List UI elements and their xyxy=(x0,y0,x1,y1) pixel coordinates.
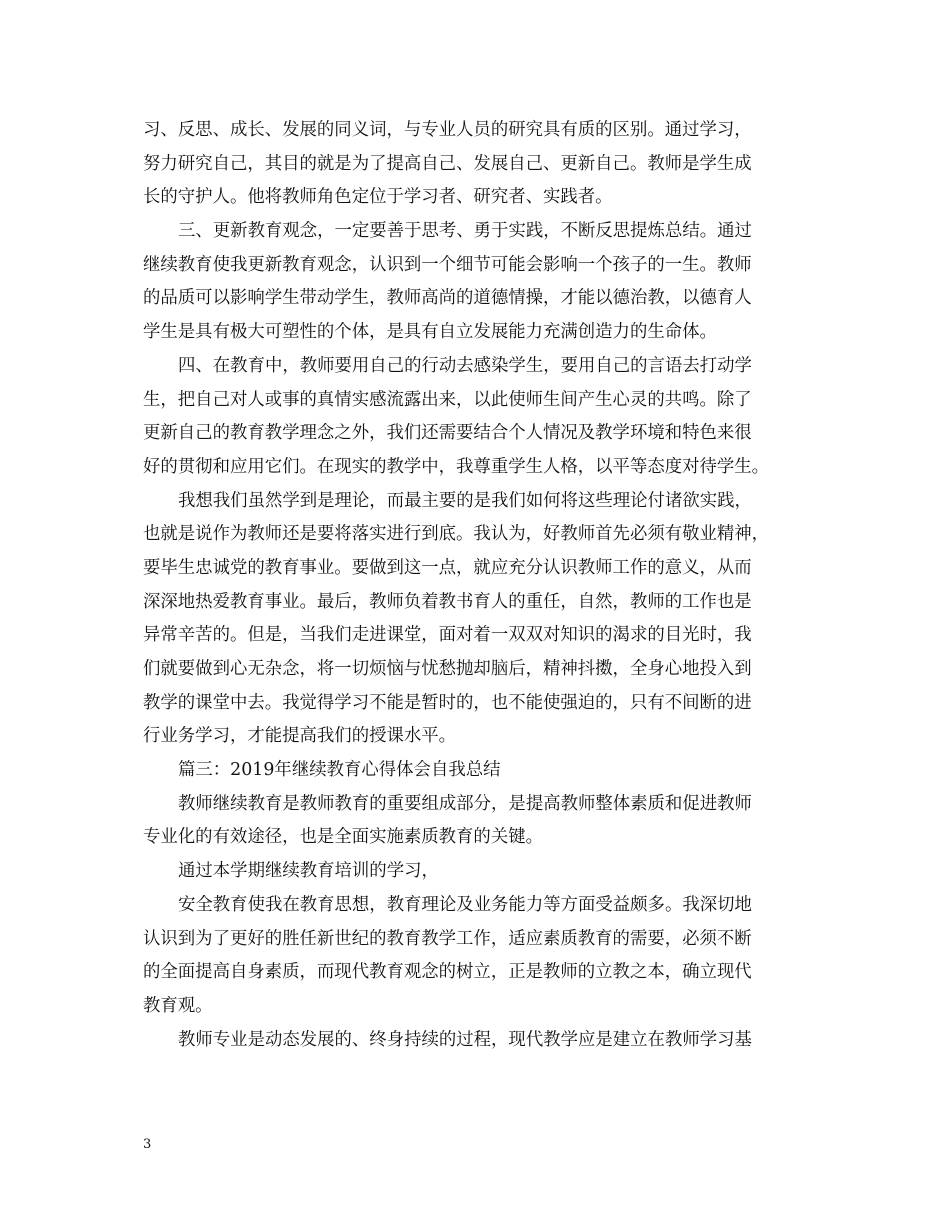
text-line: 们就要做到心无杂念，将一切烦恼与忧愁抛却脑后，精神抖擞，全身心地投入到 xyxy=(143,659,752,679)
text-line: 三、更新教育观念，一定要善于思考、勇于实践，不断反思提炼总结。通过 xyxy=(178,221,752,242)
text-line: 要毕生忠诚党的教育事业。要做到这一点，就应充分认识教师工作的意义，从而 xyxy=(143,557,752,578)
text-line: 教育观。 xyxy=(143,995,213,1016)
text-line: 学生是具有极大可塑性的个体，是具有自立发展能力充满创造力的生命体。 xyxy=(143,322,717,343)
text-line: 深深地热爱教育事业。最后，教师负着教书育人的重任，自然，教师的工作也是 xyxy=(143,591,752,612)
page-number: 3 xyxy=(143,1137,152,1152)
text-line: 四、在教育中，教师要用自己的行动去感染学生，要用自己的言语去打动学 xyxy=(178,355,752,376)
text-line: 教学的课堂中去。我觉得学习不能是暂时的，也不能使强迫的，只有不间断的进 xyxy=(143,692,752,713)
text-line: 通过本学期继续教育培训的学习， xyxy=(178,861,439,882)
text-line: 生，把自己对人或事的真情实感流露出来，以此使师生间产生心灵的共鸣。除了 xyxy=(143,389,752,410)
text-line: 好的贯彻和应用它们。在现实的教学中，我尊重学生人格，以平等态度对待学生。 xyxy=(143,456,770,477)
text-line: 的全面提高自身素质，而现代教育观念的树立，正是教师的立教之本，确立现代 xyxy=(143,962,752,983)
text-line: 认识到为了更好的胜任新世纪的教育教学工作，适应素质教育的需要，必须不断 xyxy=(143,928,752,949)
text-line: 也就是说作为教师还是要将落实进行到底。我认为，好教师首先必须有敬业精神， xyxy=(143,524,770,545)
text-line: 教师专业是动态发展的、终身持续的过程，现代教学应是建立在教师学习基 xyxy=(178,1029,752,1050)
text-line: 篇三：2019年继续教育心得体会自我总结 xyxy=(178,760,501,781)
text-line: 努力研究自己，其目的就是为了提高自己、发展自己、更新自己。教师是学生成 xyxy=(143,153,752,174)
text-line: 行业务学习，才能提高我们的授课水平。 xyxy=(143,726,457,747)
text-line: 的品质可以影响学生带动学生，教师高尚的道德情操，才能以德治教，以德育人 xyxy=(143,288,752,309)
text-line: 我想我们虽然学到是理论，而最主要的是我们如何将这些理论付诸欲实践， xyxy=(178,490,752,511)
text-line: 更新自己的教育教学理念之外，我们还需要结合个人情况及教学环境和特色来很 xyxy=(143,423,752,444)
text-line: 继续教育使我更新教育观念，认识到一个细节可能会影响一个孩子的一生。教师 xyxy=(143,254,752,275)
text-line: 异常辛苦的。但是，当我们走进课堂，面对着一双双对知识的渴求的目光时，我 xyxy=(143,625,752,646)
text-line: 专业化的有效途径，也是全面实施素质教育的关键。 xyxy=(143,827,543,848)
document-body xyxy=(143,114,811,1057)
text-line: 安全教育使我在教育思想，教育理论及业务能力等方面受益颇多。我深切地 xyxy=(178,894,752,915)
text-line: 教师继续教育是教师教育的重要组成部分，是提高教师整体素质和促进教师 xyxy=(178,793,752,814)
text-line: 长的守护人。他将教师角色定位于学习者、研究者、实践者。 xyxy=(143,187,613,208)
text-line: 习、反思、成长、发展的同义词，与专业人员的研究具有质的区别。通过学习， xyxy=(143,120,752,140)
